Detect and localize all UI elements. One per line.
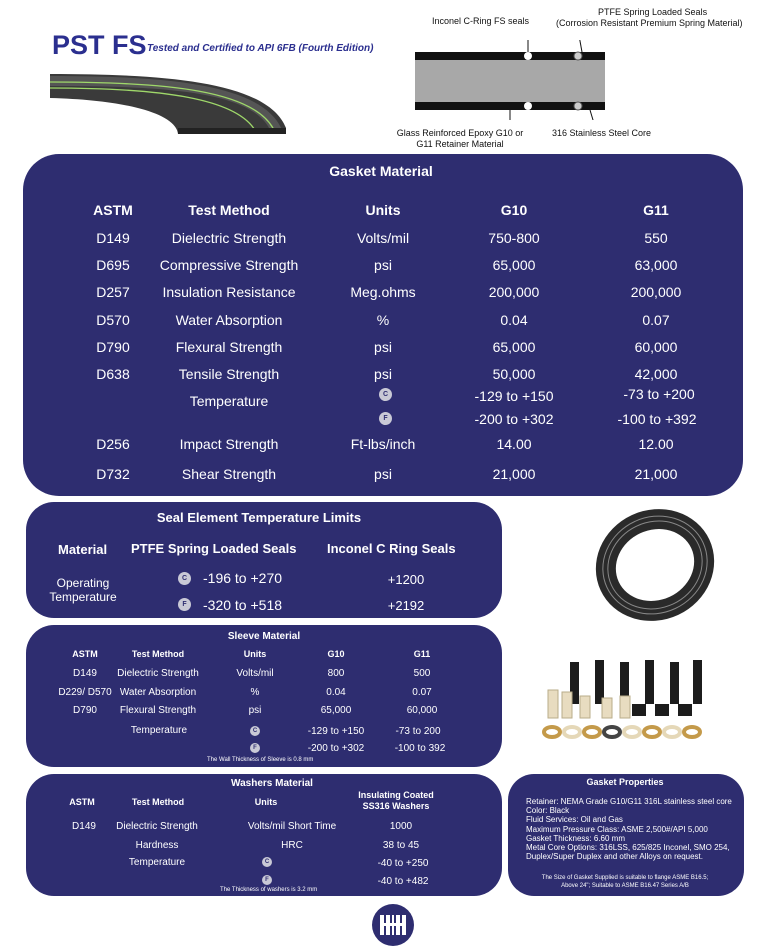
- gm-header: Test Method: [188, 202, 270, 218]
- cross-section-diagram: [410, 40, 610, 120]
- gm-cell: 21,000: [492, 466, 536, 482]
- gm-cell: 14.00: [496, 436, 532, 452]
- seal-col-ptfe: PTFE Spring Loaded Seals: [131, 541, 297, 556]
- sl-cell: 500: [413, 668, 431, 679]
- gm-cell: 21,000: [634, 466, 678, 482]
- gm-g11-temp-f: -100 to +392: [617, 411, 697, 427]
- sl-header: G11: [413, 649, 431, 659]
- label-retainer-material-2: G11 Retainer Material: [416, 139, 504, 149]
- sleeve-note: The Wall Thickness of Sleeve is 0.8 mm: [207, 757, 314, 763]
- gasket-property-line: Retainer: NEMA Grade G10/G11 316L stainless steel core: [526, 797, 732, 806]
- washers-col-units: Units: [254, 797, 278, 807]
- page-subtitle: Tested and Certified to API 6FB (Fourth Edition): [147, 43, 374, 54]
- gm-cell: Meg.ohms: [350, 284, 416, 301]
- gm-cell: Ft-lbs/inch: [350, 436, 416, 452]
- gm-cell: D257: [96, 284, 130, 301]
- fahrenheit-icon: F: [379, 412, 392, 425]
- seal-ptfe-c: -196 to +270: [203, 570, 283, 586]
- gm-cell: 50,000: [492, 366, 536, 382]
- gm-cell: Insulation Resistance: [162, 284, 296, 301]
- seal-row-label-2: Temperature: [49, 590, 117, 604]
- wa-temp-c: -40 to +250: [377, 858, 429, 869]
- sl-temperature-label: Temperature: [130, 725, 188, 736]
- gm-cell: 0.04: [500, 311, 528, 328]
- sl-header: ASTM: [72, 649, 98, 659]
- gasket-property-line: Maximum Pressure Class: ASME 2,500#/API 5,000: [526, 824, 708, 834]
- washers-col-method: Test Method: [131, 797, 185, 807]
- wa-cell: Volts/mil Short Time: [247, 821, 337, 832]
- gasket-properties-note: The Size of Gasket Supplied is suitable to flange ASME B16.5;: [541, 875, 709, 881]
- gm-temperature-label: Temperature: [189, 393, 269, 409]
- seal-inconel-f: +2192: [387, 598, 425, 613]
- washers-note: The Thickness of washers is 3.2 mm: [220, 887, 318, 893]
- gm-cell: 60,000: [634, 338, 678, 355]
- sl-cell: D229/ D570: [58, 686, 112, 698]
- gm-cell: Flexural Strength: [175, 338, 283, 355]
- sl-cell: D149: [73, 668, 97, 679]
- washers-col-astm: ASTM: [69, 797, 95, 807]
- sl-cell: 0.07: [412, 686, 432, 698]
- sl-cell: Dielectric Strength: [117, 668, 199, 679]
- gasket-property-line: Gasket Thickness: 6.60 mm: [526, 833, 625, 843]
- gasket-properties-note-2: Above 24"; Suitable to ASME B16.47 Series A/B: [561, 883, 689, 889]
- gm-cell: 750-800: [488, 230, 540, 246]
- gasket-property-line: Color: Black: [526, 806, 570, 816]
- gm-cell: Shear Strength: [181, 466, 277, 482]
- sl-cell: Flexural Strength: [119, 705, 197, 716]
- gm-header: G11: [643, 202, 669, 218]
- gm-cell: D149: [96, 230, 130, 246]
- gm-cell: 12.00: [638, 436, 674, 452]
- gm-cell: 0.07: [642, 311, 670, 328]
- celsius-icon: C: [250, 726, 260, 736]
- sl-cell: 800: [327, 668, 345, 679]
- gm-cell: %: [376, 311, 390, 328]
- celsius-icon: C: [262, 857, 272, 867]
- gm-cell: D638: [96, 366, 130, 382]
- sleeve-material-title: Sleeve Material: [227, 631, 301, 642]
- label-ptfe-material: (Corrosion Resistant Premium Spring Material): [556, 18, 743, 28]
- sl-header: Units: [243, 649, 267, 659]
- page-title: PST FS: [52, 30, 147, 60]
- gm-cell: Tensile Strength: [178, 366, 280, 382]
- gm-header: ASTM: [93, 202, 133, 218]
- sl-cell: 65,000: [320, 705, 352, 716]
- sl-cell: 60,000: [406, 705, 438, 716]
- seal-row-label: Operating: [56, 576, 110, 590]
- gasket-material-title: Gasket Material: [329, 163, 433, 179]
- sl-g11-temp-f: -100 to 392: [394, 743, 446, 754]
- gm-cell: 63,000: [634, 257, 678, 274]
- gm-cell: 200,000: [488, 284, 540, 301]
- sl-cell: Volts/mil: [236, 668, 274, 679]
- gm-cell: 42,000: [634, 366, 678, 382]
- gm-cell: 65,000: [492, 338, 536, 355]
- gm-cell: psi: [374, 366, 392, 382]
- wa-temp-f: -40 to +482: [377, 876, 429, 887]
- fahrenheit-icon: F: [250, 743, 260, 753]
- gm-cell: psi: [374, 338, 392, 355]
- seal-col-material: Material: [58, 542, 108, 557]
- gm-cell: D790: [96, 338, 130, 355]
- gm-cell: psi: [374, 466, 392, 482]
- gm-cell: D695: [96, 257, 130, 274]
- gm-cell: 65,000: [492, 257, 536, 274]
- gm-cell: Water Absorption: [175, 311, 283, 328]
- label-inconel-seals: Inconel C-Ring FS seals: [432, 16, 530, 26]
- wa-cell: Dielectric Strength: [116, 821, 198, 832]
- wa-cell: 38 to 45: [382, 840, 420, 851]
- seal-inconel-c: +1200: [387, 572, 425, 587]
- seal-col-inconel: Inconel C Ring Seals: [327, 541, 456, 556]
- gm-cell: Dielectric Strength: [171, 230, 287, 246]
- bolts-sleeves-washers-image: [540, 658, 720, 748]
- gm-cell: D256: [96, 436, 130, 452]
- gm-cell: 550: [644, 230, 668, 246]
- celsius-icon: C: [379, 388, 392, 401]
- gasket-property-line: Duplex/Super Duplex and other Alloys on request.: [526, 852, 703, 862]
- gasket-arc-image: [48, 68, 293, 140]
- wa-cell: Hardness: [135, 840, 179, 851]
- gm-cell: Compressive Strength: [159, 257, 299, 274]
- seal-limits-title: Seal Element Temperature Limits: [156, 510, 362, 525]
- sl-g11-temp-c: -73 to 200: [395, 726, 441, 737]
- sl-cell: 0.04: [326, 686, 346, 698]
- label-steel-core: 316 Stainless Steel Core: [552, 128, 652, 138]
- wa-cell: D149: [72, 821, 96, 832]
- gasket-property-line: Fluid Services: Oil and Gas: [526, 815, 623, 825]
- wa-cell: 1000: [389, 821, 413, 832]
- washers-col-coated-2: SS316 Washers: [362, 801, 430, 811]
- fahrenheit-icon: F: [178, 598, 191, 611]
- gm-g10-temp-c: -129 to +150: [474, 388, 554, 404]
- sl-g10-temp-c: -129 to +150: [307, 726, 365, 737]
- fahrenheit-icon: F: [262, 875, 272, 885]
- seal-ptfe-f: -320 to +518: [203, 597, 283, 613]
- gasket-property-line: Metal Core Options: 316LSS, 625/825 Inconel, SMO 254,: [526, 843, 730, 852]
- gm-cell: psi: [374, 257, 392, 274]
- gm-header: G10: [500, 202, 528, 218]
- gm-g10-temp-f: -200 to +302: [474, 411, 554, 427]
- celsius-icon: C: [178, 572, 191, 585]
- gm-cell: D570: [96, 311, 130, 328]
- gm-cell: Impact Strength: [179, 436, 279, 452]
- sl-g10-temp-f: -200 to +302: [307, 743, 365, 754]
- gm-header: Units: [365, 202, 401, 218]
- gm-cell: D732: [96, 466, 130, 482]
- label-retainer-material: Glass Reinforced Epoxy G10 or: [396, 128, 524, 138]
- gasket-ring-image: [590, 505, 720, 625]
- wa-cell: HRC: [281, 840, 303, 851]
- washers-material-title: Washers Material: [231, 778, 313, 789]
- label-ptfe-seals: PTFE Spring Loaded Seals: [598, 7, 708, 17]
- wa-temperature-label: Temperature: [128, 857, 186, 868]
- sl-cell: Water Absorption: [119, 686, 197, 698]
- washers-col-coated: Insulating Coated: [358, 790, 434, 800]
- sl-cell: %: [250, 686, 260, 698]
- gm-g11-temp-c: -73 to +200: [623, 386, 695, 402]
- sl-cell: D790: [73, 705, 97, 716]
- company-logo-icon: [371, 903, 415, 947]
- gm-cell: Volts/mil: [356, 230, 410, 246]
- gasket-properties-title: Gasket Properties: [586, 777, 664, 787]
- sl-header: Test Method: [131, 649, 185, 659]
- gm-cell: 200,000: [630, 284, 682, 301]
- sl-header: G10: [327, 649, 345, 659]
- sl-cell: psi: [248, 705, 262, 716]
